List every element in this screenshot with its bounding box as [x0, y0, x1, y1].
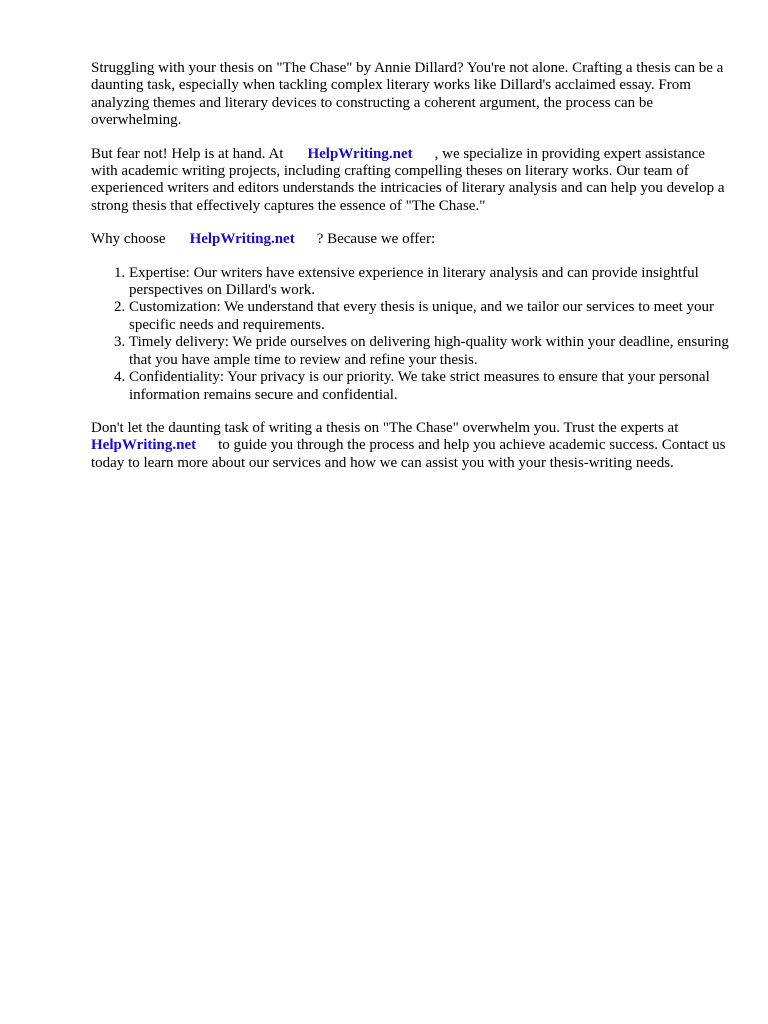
list-item: 4. Confidentiality: Your privacy is our priority. We take strict measures to ensure that your personal information remains secure and confidential. — [129, 369, 731, 404]
helpwriting-link[interactable]: HelpWriting.net — [91, 437, 197, 454]
why-text-before: Why choose — [91, 231, 166, 248]
help-text-before: But fear not! Help is at hand. At — [91, 145, 284, 162]
closing-text-after: to guide you through the process and help you achieve academic success. Contact us today to learn more about our services and how we can assist you with your thesis-writing needs. — [91, 437, 726, 471]
offers-list — [91, 265, 731, 404]
why-choose-paragraph — [91, 231, 731, 248]
intro-paragraph: Struggling with your thesis on "The Chase" by Annie Dillard? You're not alone. Crafting a thesis can be a daunting task, especially when tackling complex literary works like Dillard's acclaimed essay. From analyzing themes and literary devices to constructing a coherent argument, the process can be overwhelming. — [91, 60, 724, 129]
help-paragraph — [91, 146, 731, 216]
list-item: 2. Customization: We understand that every thesis is unique, and we tailor our services to meet your specific needs and requirements. — [129, 299, 731, 334]
closing-text-before: Don't let the daunting task of writing a thesis on "The Chase" overwhelm you. Trust the experts at — [91, 419, 679, 436]
list-item: 3. Timely delivery: We pride ourselves on delivering high-quality work within your deadline, ensuring that you have ample time to review and refine your thesis. — [129, 334, 731, 369]
help-text-after: , we specialize in providing expert assistance with academic writing projects, including crafting compelling theses on literary works. Our team of experienced writers and editors understands the intricacies of literary analysis and can help you develop a strong thesis that effectively captures the essence of "The Chase." — [91, 145, 725, 214]
helpwriting-link[interactable]: HelpWriting.net — [189, 231, 295, 248]
closing-paragraph — [91, 420, 731, 472]
document-page — [91, 60, 731, 488]
why-text-after: ? Because we offer: — [316, 231, 436, 248]
list-item: 1. Expertise: Our writers have extensive experience in literary analysis and can provide insightful perspectives on Dillard's work. — [129, 265, 731, 300]
helpwriting-link[interactable]: HelpWriting.net — [307, 145, 413, 162]
